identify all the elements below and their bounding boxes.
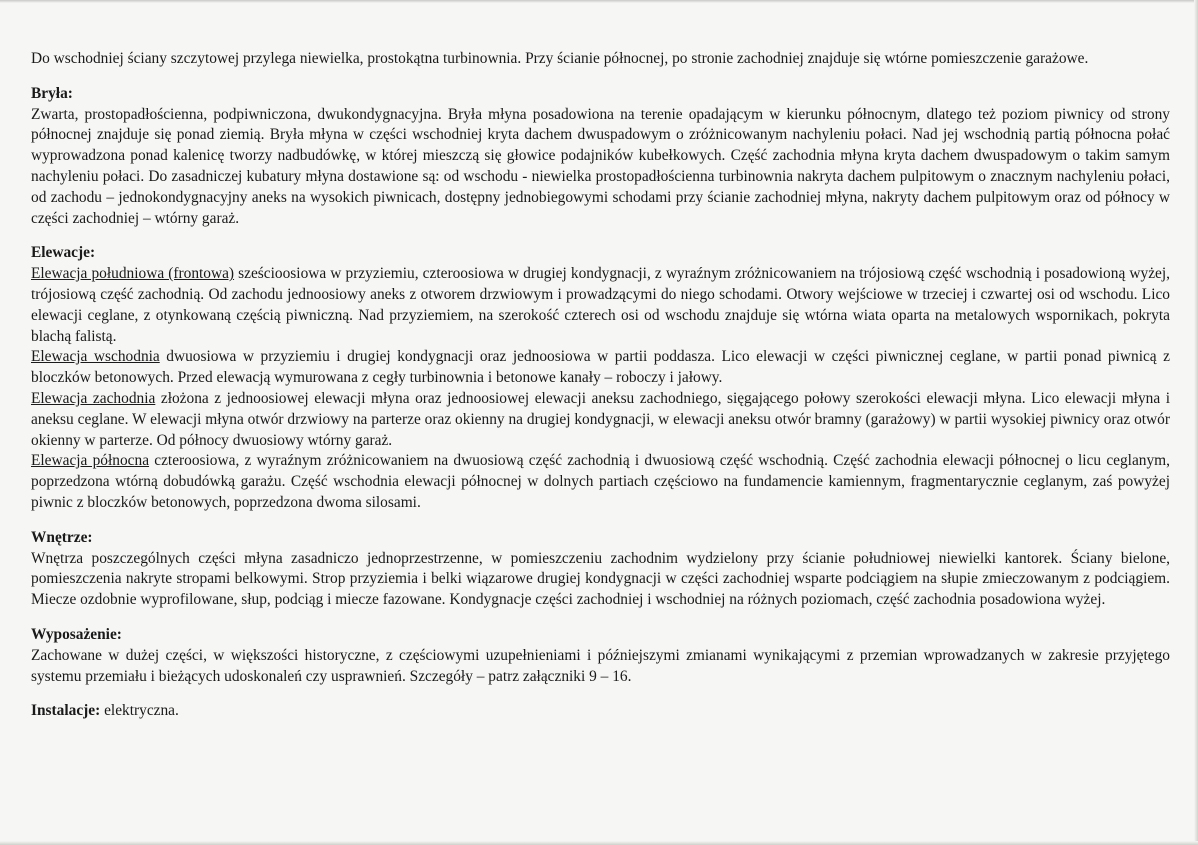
elevation-text-west: złożona z jednoosiowej elewacji młyna oraz jednoosiowej elewacji aneksu zachodniego, sięgającego połowy szerokości elewacji młyna. Lico elewacji młyna i aneksu ceglane. W elewacji młyna otwór drzwiowy na parterze oraz okienny na drugiej kondygnacji, w elewacji aneksu otwór bramny (garażowy) w partii wysokiej piwnicy oraz otwór okienny w parterze. Od północy dwuosiowy wtórny garaż. bbox=[31, 389, 1171, 449]
paragraph-elewacja-wschodnia bbox=[31, 347, 1170, 389]
paragraph-elewacja-zachodnia bbox=[31, 389, 1170, 451]
scan-edge-right bbox=[1194, 0, 1198, 845]
paragraph-elewacja-polnocna bbox=[31, 451, 1170, 513]
elevation-label-south: Elewacja południowa (frontowa) bbox=[31, 265, 235, 283]
elevation-text-south: sześcioosiowa w przyziemiu, czteroosiowa w drugiej kondygnacji, z wyraźnym zróżnicowaniem na trójosiową część wschodnią i posadowioną wyżej, trójosiową część zachodnią. Od zachodu jednoosiowy aneks z otworem drzwiowym i prowadzącymi do niego schodami. Otwory wejściowe w trzeciej i czwartej osi od wschodu. Lico elewacji ceglane, z otynkowaną częścią piwniczną. Nad przyziemiem, na szerokość czterech osi od wschodu znajduje się wtórna wiata oparta na metalowych wspornikach, pokryta blachą falistą. bbox=[31, 265, 1170, 345]
section-heading-wyposazenie: Wyposażenie: bbox=[31, 625, 122, 643]
paragraph-wnetrze: Wnętrza poszczególnych części młyna zasadniczo jednoprzestrzenne, w pomieszczeniu zachodnim wydzielony przy ścianie południowej niewielki kantorek. Ściany bielone, pomieszczenia nakryte stropami belkowymi. Strop przyziemia i belki wiązarowe drugiej kondygnacji w części zachodniej wsparte podciągiem na słupie zmieczowanym z podciągiem. Miecze ozdobnie wyprofilowane, słup, podciąg i miecze fazowane. Kondygnacje części zachodniej i wschodniej na różnych poziomach, część zachodnia posadowiona wyżej. bbox=[31, 549, 1170, 609]
section-wyposazenie bbox=[31, 625, 1170, 687]
scan-edge-top bbox=[0, 0, 1198, 3]
section-heading-bryla: Bryła: bbox=[31, 84, 73, 102]
paragraph-bryla: Zwarta, prostopadłościenna, podpiwniczona, dwukondygnacyjna. Bryła młyna posadowiona na terenie opadającym w kierunku północnym, dlatego też poziom piwnicy od strony północnej znajduje się ponad ziemią. Bryła młyna w części wschodniej kryta dachem dwuspadowym o zróżnicowanym nachyleniu połaci. Nad jej wschodnią partią północna połać wyprowadzona ponad kalenicę tworzy nadbudówkę, w której mieszczą się głowice podajników kubełkowych. Część zachodnia młyna kryta dachem dwuspadowym o takim samym nachyleniu połaci. Do zasadniczej kubatury młyna dostawione są: od wschodu - niewielka prostopadłościenna turbinownia nakryta dachem pulpitowym o znacznym nachyleniu połaci, od zachodu – jednokondygnacyjny aneks na wysokich piwnicach, dostępny jednobiegowymi schodami przy ścianie zachodniej młyna, nakryty dachem pulpitowym oraz od północy w części zachodniej – wtórny garaż. bbox=[31, 105, 1170, 227]
section-wnetrze bbox=[31, 528, 1170, 611]
section-heading-instalacje: Instalacje: bbox=[31, 702, 101, 720]
elevation-label-west: Elewacja zachodnia bbox=[31, 389, 156, 407]
paragraph-instalacje bbox=[31, 701, 1170, 722]
paragraph-elewacja-poludniowa bbox=[31, 264, 1170, 347]
intro-paragraph: Do wschodniej ściany szczytowej przylega niewielka, prostokątna turbinownia. Przy ścianie północnej, po stronie zachodniej znajduje się wtórne pomieszczenie garażowe. bbox=[31, 50, 1089, 67]
elevation-label-north: Elewacja północna bbox=[31, 452, 150, 470]
document-page bbox=[31, 49, 1170, 722]
section-elewacje bbox=[31, 243, 1170, 513]
scan-edge-bottom bbox=[0, 841, 1198, 845]
paragraph-wyposazenie: Zachowane w dużej części, w większości historyczne, z częściowymi uzupełnieniami i późniejszymi zmianami wynikającymi z przemian wprowadzanych w zakresie przyjętego systemu przemiału i bieżących udoskonaleń czy usprawnień. Szczegóły – patrz załączniki 9 – 16. bbox=[31, 646, 1170, 685]
elevation-text-north: czteroosiowa, z wyraźnym zróżnicowaniem na dwuosiową część zachodnią i dwuosiową część wschodnią. Część zachodnia elewacji północnej o licu ceglanym, poprzedzona wtórną dobudówką garażu. Część wschodnia elewacji północnej w dolnych partiach częściowo na fundamencie kamiennym, fragmentarycznie ceglanym, zaś powyżej piwnic z bloczków betonowych, poprzedzona dwoma silosami. bbox=[31, 452, 1170, 511]
elevation-label-east: Elewacja wschodnia bbox=[31, 348, 160, 366]
instalacje-text: elektryczna. bbox=[100, 702, 179, 720]
section-bryla bbox=[31, 84, 1170, 230]
section-instalacje bbox=[31, 701, 1170, 722]
section-heading-elewacje: Elewacje: bbox=[31, 244, 96, 262]
section-heading-wnetrze: Wnętrze: bbox=[31, 528, 93, 546]
elevation-text-east: dwuosiowa w przyziemiu i drugiej kondygnacji oraz jednoosiowa w partii poddasza. Lico elewacji w części piwnicznej ceglane, w partii ponad piwnicą z bloczków betonowych. Przed elewacją wymurowana z cegły turbinownia i betonowe kanały – roboczy i jałowy. bbox=[31, 348, 1170, 387]
